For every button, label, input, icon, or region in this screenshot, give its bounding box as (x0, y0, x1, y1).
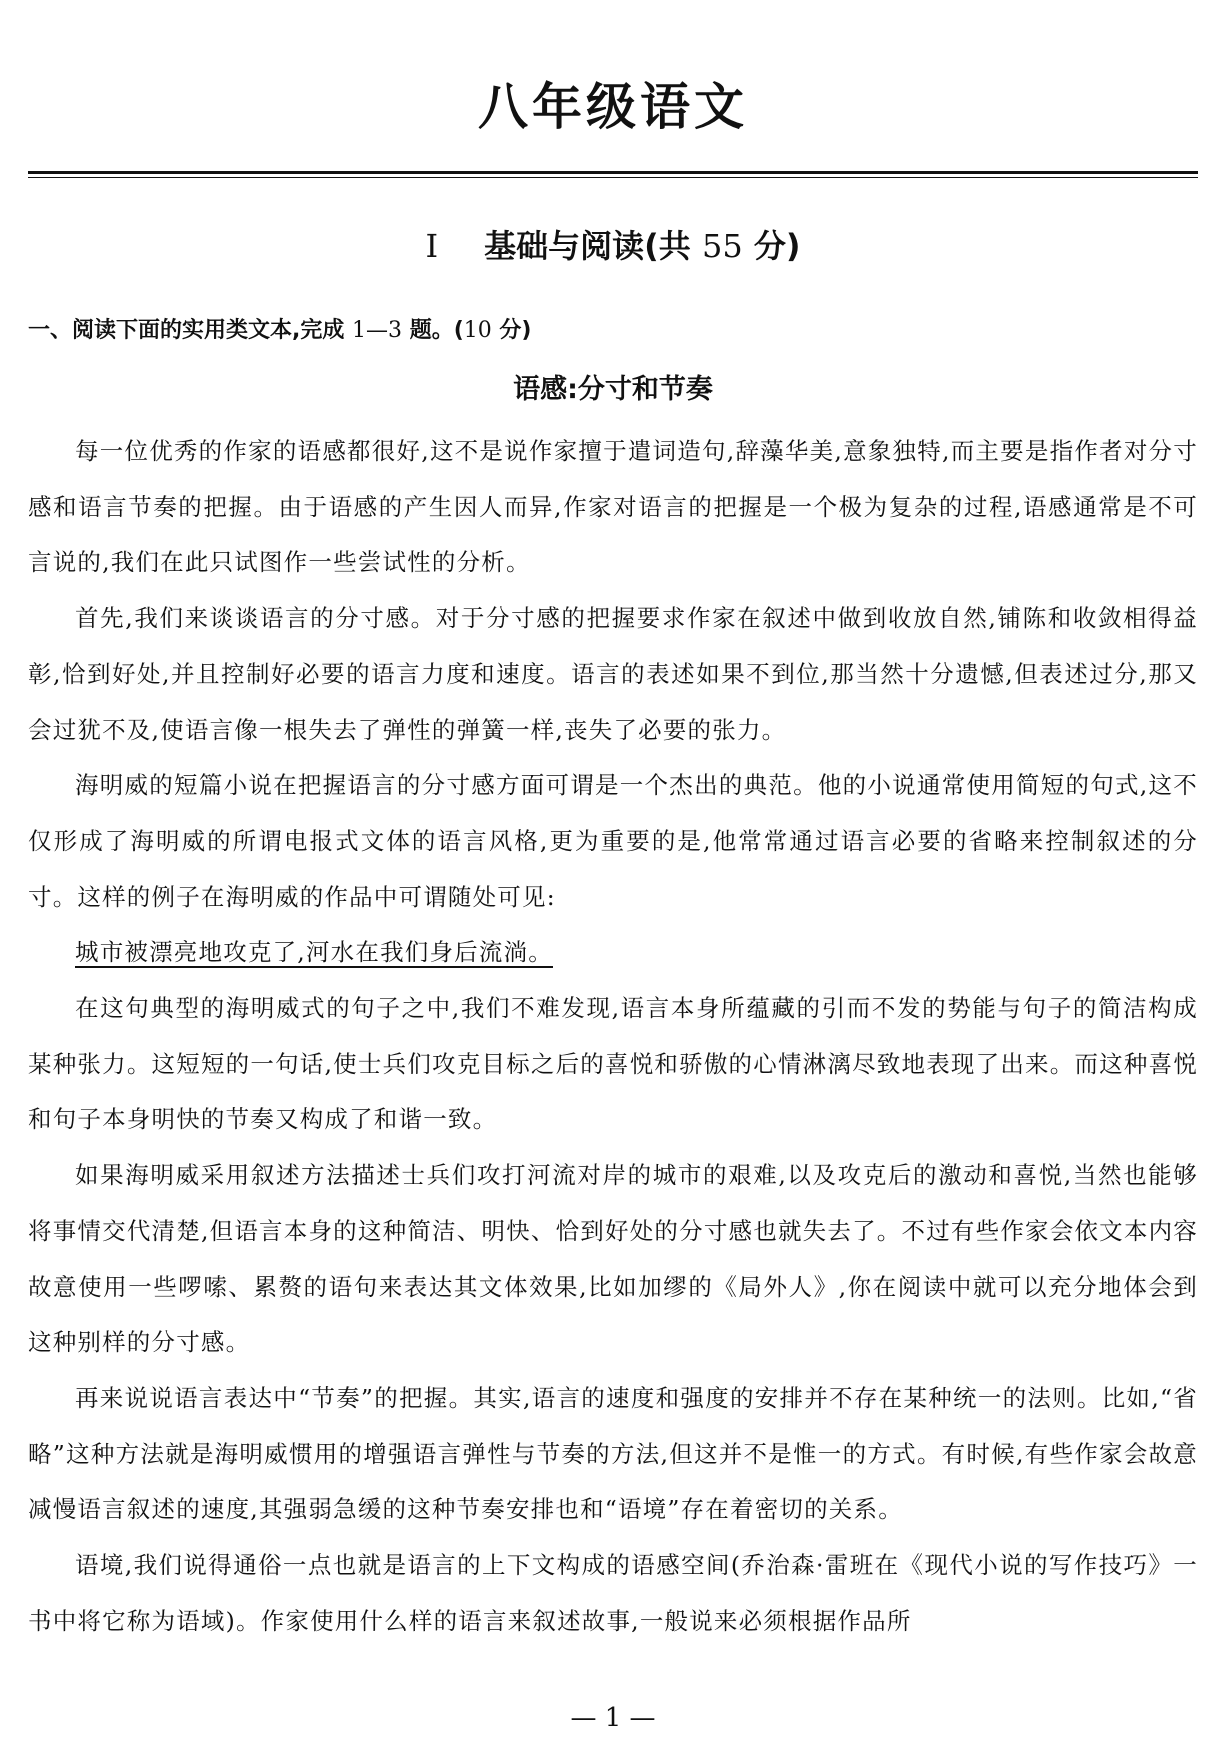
paragraph: 语境,我们说得通俗一点也就是语言的上下文构成的语感空间(乔治森·雷班在《现代小说的写作技巧》一书中将它称为语域)。作家使用什么样的语言来叙述故事,一般说来必须根据作品所 (28, 1551, 1198, 1635)
question-range: 1—3 (352, 318, 403, 343)
question-text: 一、阅读下面的实用类文本,完成 (28, 318, 353, 343)
section-title-suffix: 分) (742, 227, 801, 265)
question-instruction (28, 314, 531, 348)
question-text-middle: 题。( (402, 318, 464, 343)
section-title-text: 基础与阅读(共 (484, 227, 702, 265)
question-text-suffix: 分) (491, 318, 532, 343)
article-title: 语感:分寸和节奏 (513, 374, 713, 405)
paragraph: 在这句典型的海明威式的句子之中,我们不难发现,语言本身所蕴藏的引而不发的势能与句子的简洁构成某种张力。这短短的一句话,使士兵们攻克目标之后的喜悦和骄傲的心情淋漓尽致地表现了出来。而这种喜悦和句子本身明快的节奏又构成了和谐一致。 (28, 994, 1198, 1134)
paragraph: 海明威的短篇小说在把握语言的分寸感方面可谓是一个杰出的典范。他的小说通常使用简短的句式,这不仅形成了海明威的所谓电报式文体的语言风格,更为重要的是,他常常通过语言必要的省略来控制叙述的分寸。这样的例子在海明威的作品中可谓随处可见: (28, 771, 1198, 911)
section-roman-numeral: Ⅰ (425, 227, 439, 265)
question-score: 10 (463, 318, 492, 343)
quoted-sentence (28, 925, 1198, 981)
section-score: 55 (701, 227, 743, 265)
paragraph: 再来说说语言表达中“节奏”的把握。其实,语言的速度和强度的安排并不存在某种统一的法则。比如,“省略”这种方法就是海明威惯用的增强语言弹性与节奏的方法,但这并不是惟一的方式。有时候,有些作家会故意减慢语言叙述的速度,其强弱急缓的这种节奏安排也和“语境”存在着密切的关系。 (28, 1383, 1198, 1524)
section-heading (0, 224, 1226, 268)
underlined-quote: 城市被漂亮地攻克了,河水在我们身后流淌。 (75, 938, 553, 967)
paragraph: 如果海明威采用叙述方法描述士兵们攻打河流对岸的城市的艰难,以及攻克后的激动和喜悦,当然也能够将事情交代清楚,但语言本身的这种简洁、明快、恰到好处的分寸感也就失去了。不过有些作家会依文本内容故意使用一些啰嗦、累赘的语句来表达其文体效果,比如加缪的《局外人》,你在阅读中就可以充分地体会到这种别样的分寸感。 (28, 1161, 1198, 1357)
title-divider-thin (28, 177, 1198, 178)
page-number: — 1 — (570, 1703, 656, 1733)
paragraph: 首先,我们来谈谈语言的分寸感。对于分寸感的把握要求作家在叙述中做到收放自然,铺陈和收敛相得益彰,恰到好处,并且控制好必要的语言力度和速度。语言的表述如果不到位,那当然十分遗憾,但表述过分,那又会过犹不及,使语言像一根失去了弹性的弹簧一样,丧失了必要的张力。 (28, 604, 1198, 744)
page-title: 八年级语文 (478, 78, 748, 136)
article-body (28, 424, 1198, 1649)
title-divider-thick (28, 171, 1198, 174)
paragraph: 每一位优秀的作家的语感都很好,这不是说作家擅于遣词造句,辞藻华美,意象独特,而主要是指作者对分寸感和语言节奏的把握。由于语感的产生因人而异,作家对语言的把握是一个极为复杂的过程,语感通常是不可言说的,我们在此只试图作一些尝试性的分析。 (28, 437, 1198, 577)
